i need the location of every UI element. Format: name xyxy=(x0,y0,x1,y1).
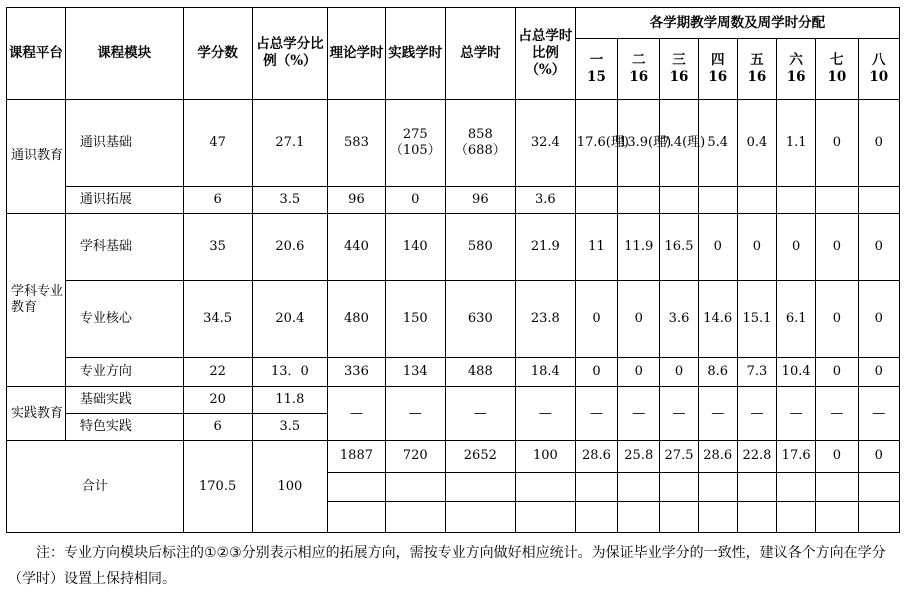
credit-ratio-cell: 20.6 xyxy=(252,214,327,281)
hour-ratio-cell: 18.4 xyxy=(515,357,575,386)
header-row xyxy=(7,8,900,39)
semester-cell: 0 xyxy=(816,99,858,187)
empty-cell xyxy=(737,472,776,501)
header-module: 课程模块 xyxy=(65,8,183,100)
semester-header xyxy=(816,39,858,99)
credit-ratio-cell: 20.4 xyxy=(252,280,327,357)
total-cell: 580 xyxy=(445,214,515,281)
semester-cell: 0 xyxy=(777,214,816,281)
empty-cell xyxy=(328,501,386,532)
total-practice-cell: 720 xyxy=(385,441,445,472)
credit-ratio-cell: 27.1 xyxy=(252,99,327,187)
empty-cell xyxy=(660,501,698,532)
semester-header xyxy=(660,39,698,99)
semester-weeks: 16 xyxy=(669,68,689,85)
total-hour-ratio-cell: 100 xyxy=(515,441,575,472)
semester-cell: 27.5 xyxy=(660,441,698,472)
empty-cell xyxy=(816,501,858,532)
empty-cell xyxy=(816,472,858,501)
theory-cell: 336 xyxy=(328,357,386,386)
semester-name: 一 xyxy=(589,52,604,69)
hour-ratio-cell: 21.9 xyxy=(515,214,575,281)
dash-cell: — xyxy=(385,387,445,441)
semester-cell xyxy=(575,187,617,214)
semester-cell: 25.8 xyxy=(618,441,660,472)
total-label-cell: 合计 xyxy=(7,441,184,533)
empty-cell xyxy=(858,501,899,532)
dash-cell: — xyxy=(515,387,575,441)
theory-cell: 583 xyxy=(328,99,386,187)
semester-cell xyxy=(660,187,698,214)
table-row xyxy=(7,214,900,281)
semester-cell: 16.5 xyxy=(660,214,698,281)
semester-cell xyxy=(777,187,816,214)
semester-cell: 0 xyxy=(737,214,776,281)
credits-cell: 34.5 xyxy=(183,280,252,357)
semester-header xyxy=(858,39,899,99)
hour-ratio-cell: 3.6 xyxy=(515,187,575,214)
semester-cell: 10.4 xyxy=(777,357,816,386)
semester-cell: 0 xyxy=(698,214,737,281)
empty-cell xyxy=(698,501,737,532)
empty-cell xyxy=(858,472,899,501)
dash-cell: — xyxy=(858,387,899,441)
dash-cell: — xyxy=(737,387,776,441)
semester-cell: 0 xyxy=(816,441,858,472)
module-cell: 特色实践 xyxy=(65,414,183,441)
semester-cell: 0 xyxy=(858,214,899,281)
empty-cell xyxy=(618,472,660,501)
semester-cell: 8.6 xyxy=(698,357,737,386)
module-cell: 专业方向 xyxy=(65,357,183,386)
semester-cell: 0 xyxy=(660,357,698,386)
semester-cell: 0 xyxy=(575,357,617,386)
semester-cell: 5.4 xyxy=(698,99,737,187)
semester-cell: 0 xyxy=(858,99,899,187)
semester-cell: 0.4 xyxy=(737,99,776,187)
practice-cell: 275（105） xyxy=(385,99,445,187)
semester-weeks: 15 xyxy=(587,68,606,85)
empty-cell xyxy=(777,472,816,501)
semester-name: 二 xyxy=(632,52,646,69)
empty-cell xyxy=(698,472,737,501)
platform-cell: 学科专业教育 xyxy=(7,214,66,387)
credits-cell: 22 xyxy=(183,357,252,386)
empty-cell xyxy=(385,472,445,501)
semester-name: 五 xyxy=(750,52,764,69)
semester-cell: 28.6 xyxy=(698,441,737,472)
theory-cell: 480 xyxy=(328,280,386,357)
semester-header xyxy=(777,39,816,99)
empty-cell xyxy=(777,501,816,532)
module-cell: 通识拓展 xyxy=(65,187,183,214)
semester-name: 六 xyxy=(789,52,803,69)
semester-cell: 17.6(理) xyxy=(575,99,617,187)
semester-cell: 11.9 xyxy=(618,214,660,281)
empty-cell xyxy=(515,472,575,501)
header-semester-group: 各学期教学周数及周学时分配 xyxy=(575,8,899,39)
module-cell: 通识基础 xyxy=(65,99,183,187)
semester-name: 七 xyxy=(830,52,844,69)
practice-cell: 140 xyxy=(385,214,445,281)
credit-ratio-cell: 11.8 xyxy=(252,387,327,414)
semester-cell: 3.6 xyxy=(660,280,698,357)
semester-cell xyxy=(816,187,858,214)
semester-cell: 0 xyxy=(858,357,899,386)
semester-cell: 0 xyxy=(618,280,660,357)
dash-cell: — xyxy=(618,387,660,441)
semester-cell xyxy=(698,187,737,214)
dash-cell: — xyxy=(660,387,698,441)
semester-cell: 0 xyxy=(816,214,858,281)
semester-cell: 1.1 xyxy=(777,99,816,187)
practice-cell: 0 xyxy=(385,187,445,214)
hour-ratio-cell: 23.8 xyxy=(515,280,575,357)
theory-cell: 440 xyxy=(328,214,386,281)
semester-cell: 0 xyxy=(575,280,617,357)
module-cell: 学科基础 xyxy=(65,214,183,281)
total-cell: 96 xyxy=(445,187,515,214)
theory-cell: 96 xyxy=(328,187,386,214)
empty-cell xyxy=(445,472,515,501)
header-credit-ratio: 占总学分比例（%） xyxy=(252,8,327,100)
empty-cell xyxy=(575,501,617,532)
header-total-hours: 总学时 xyxy=(445,8,515,100)
semester-weeks: 16 xyxy=(629,68,649,85)
total-cell: 858（688） xyxy=(445,99,515,187)
semester-header xyxy=(698,39,737,99)
empty-cell xyxy=(575,472,617,501)
total-hours-cell: 2652 xyxy=(445,441,515,472)
semester-cell: 0 xyxy=(858,280,899,357)
semester-weeks: 10 xyxy=(827,68,847,85)
dash-cell: — xyxy=(445,387,515,441)
dash-cell: — xyxy=(328,387,386,441)
empty-cell xyxy=(737,501,776,532)
credits-cell: 6 xyxy=(183,414,252,441)
credits-cell: 20 xyxy=(183,387,252,414)
module-cell: 专业核心 xyxy=(65,280,183,357)
dash-cell: — xyxy=(816,387,858,441)
credit-ratio-cell: 3.5 xyxy=(252,187,327,214)
platform-cell: 通识教育 xyxy=(7,99,66,214)
practice-cell: 134 xyxy=(385,357,445,386)
empty-cell xyxy=(618,501,660,532)
header-platform: 课程平台 xyxy=(7,8,66,100)
semester-cell: 13.9(理) xyxy=(618,99,660,187)
semester-cell: 6.1 xyxy=(777,280,816,357)
semester-cell: 15.1 xyxy=(737,280,776,357)
semester-cell xyxy=(858,187,899,214)
dash-cell: — xyxy=(575,387,617,441)
semester-cell: 7.3 xyxy=(737,357,776,386)
semester-name: 三 xyxy=(672,52,686,69)
semester-cell xyxy=(737,187,776,214)
empty-cell xyxy=(328,472,386,501)
semester-weeks: 10 xyxy=(869,68,889,85)
table-row xyxy=(7,387,900,414)
semester-cell: 11 xyxy=(575,214,617,281)
semester-cell: 0 xyxy=(816,280,858,357)
semester-weeks: 16 xyxy=(708,68,728,85)
table-row xyxy=(7,280,900,357)
semester-cell: 17.6 xyxy=(777,441,816,472)
total-row xyxy=(7,441,900,472)
semester-cell: 0 xyxy=(858,441,899,472)
credits-cell: 6 xyxy=(183,187,252,214)
semester-cell xyxy=(618,187,660,214)
header-theory-hours: 理论学时 xyxy=(328,8,386,100)
semester-cell: 28.6 xyxy=(575,441,617,472)
semester-weeks: 16 xyxy=(786,68,806,85)
total-theory-cell: 1887 xyxy=(328,441,386,472)
curriculum-table xyxy=(6,7,900,533)
empty-cell xyxy=(660,472,698,501)
semester-name: 四 xyxy=(710,52,725,69)
table-row xyxy=(7,99,900,187)
total-cell: 630 xyxy=(445,280,515,357)
semester-cell: 14.6 xyxy=(698,280,737,357)
empty-cell xyxy=(445,501,515,532)
semester-cell: 7.4(理) xyxy=(660,99,698,187)
practice-cell: 150 xyxy=(385,280,445,357)
header-hour-ratio: 占总学时比例（%） xyxy=(515,8,575,100)
header-practice-hours: 实践学时 xyxy=(385,8,445,100)
empty-cell xyxy=(385,501,445,532)
dash-cell: — xyxy=(698,387,737,441)
semester-header xyxy=(575,39,617,99)
header-credits: 学分数 xyxy=(183,8,252,100)
module-cell: 基础实践 xyxy=(65,387,183,414)
semester-header xyxy=(737,39,776,99)
dash-cell: — xyxy=(777,387,816,441)
credit-ratio-cell: 3.5 xyxy=(252,414,327,441)
credits-cell: 47 xyxy=(183,99,252,187)
credit-ratio-cell: 13．0 xyxy=(252,357,327,386)
semester-cell: 22.8 xyxy=(737,441,776,472)
semester-name: 八 xyxy=(872,52,886,69)
semester-header xyxy=(618,39,660,99)
footnote: 注：专业方向模块后标注的①②③分别表示相应的拓展方向，需按专业方向做好相应统计。为保证毕业学分的一致性，建议各个方向在学分（学时）设置上保持相同。 xyxy=(8,545,886,587)
table-row xyxy=(7,187,900,214)
table-row xyxy=(7,357,900,386)
platform-cell: 实践教育 xyxy=(7,387,66,441)
total-credit-ratio-cell: 100 xyxy=(252,441,327,533)
semester-weeks: 16 xyxy=(747,68,767,85)
semester-cell: 0 xyxy=(816,357,858,386)
semester-cell: 0 xyxy=(618,357,660,386)
total-credits-cell: 170.5 xyxy=(183,441,252,533)
hour-ratio-cell: 32.4 xyxy=(515,99,575,187)
empty-cell xyxy=(515,501,575,532)
credits-cell: 35 xyxy=(183,214,252,281)
total-cell: 488 xyxy=(445,357,515,386)
